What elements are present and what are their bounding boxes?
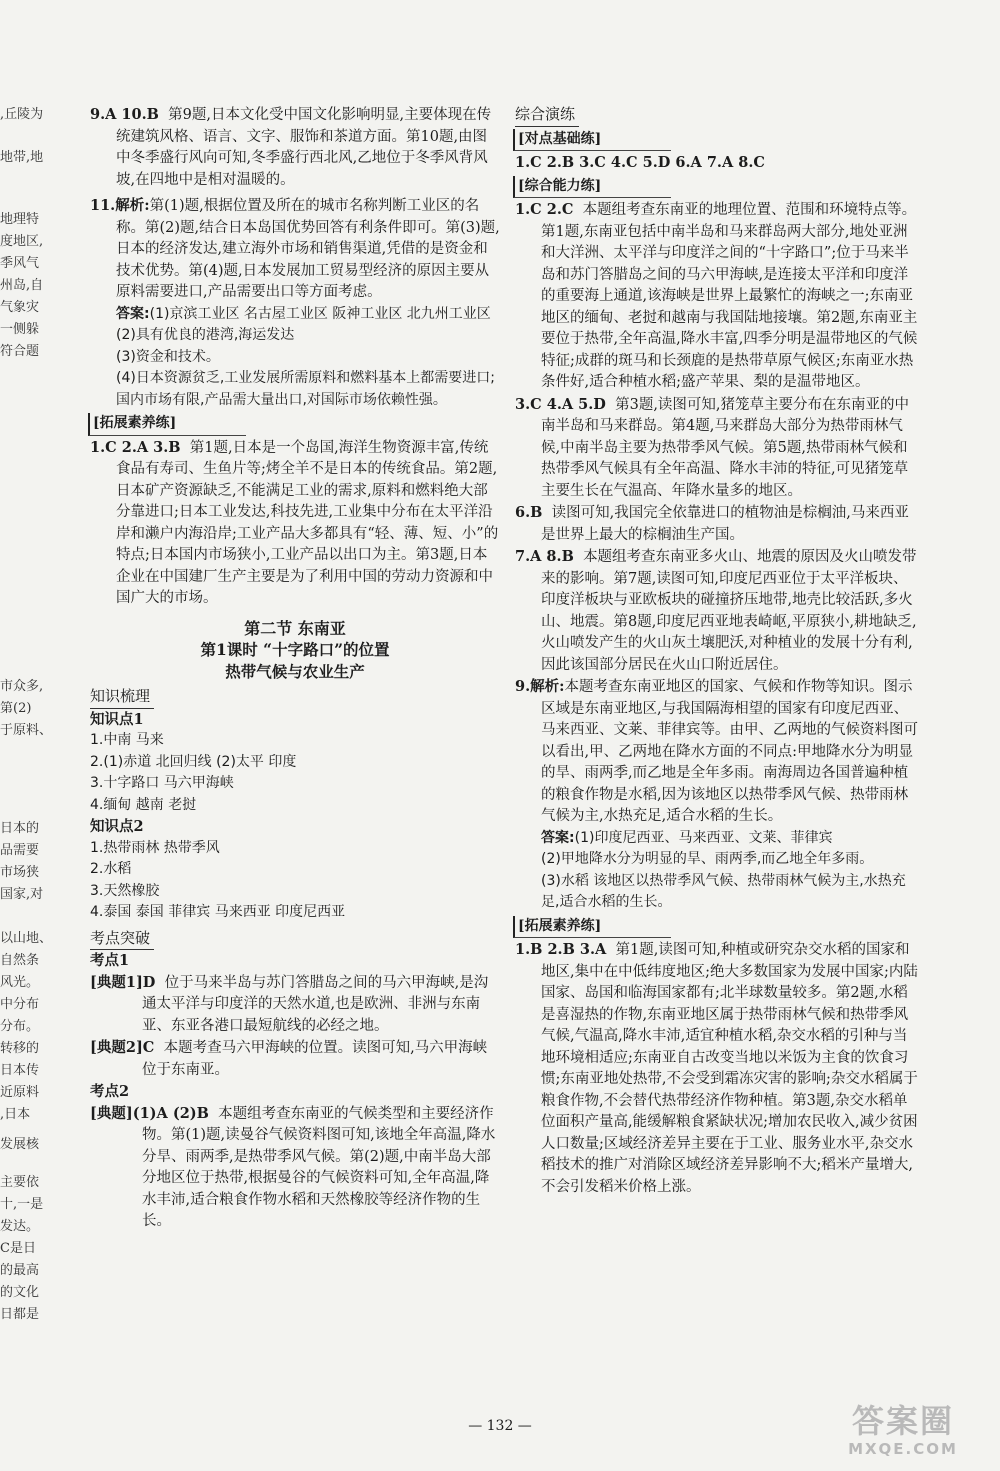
left-fragment: 地理特 (0, 212, 40, 227)
lesson-title-line2: 热带气候与农业生产 (225, 661, 365, 681)
left-fragment: 地带,地 (0, 150, 44, 165)
left-fragment: ,丘陵为 (0, 107, 44, 122)
section-title: 第二节 东南亚 (244, 618, 346, 638)
left-fragment: 气象灾 (0, 300, 40, 315)
extend-practice-heading: [拓展素养练] (88, 413, 246, 436)
left-fragment: 分布。 (0, 1019, 40, 1034)
knowledge-point-2: 知识点2 (90, 818, 144, 835)
watermark-logo: 答案圈 MXQE.COM (848, 1402, 958, 1458)
list-item: 3.天然橡胶 (90, 882, 160, 899)
left-fragment: 度地区, (0, 234, 44, 249)
ability-practice-heading: [综合能力练] (513, 176, 671, 199)
left-fragment: 的文化 (0, 1285, 40, 1300)
left-fragment: C是日 (0, 1241, 36, 1256)
page-number: — 132 — (468, 1418, 532, 1434)
ability-answer-9: 9.解析:本题考查东南亚地区的国家、气候和作物等知识。图示区域是东南亚地区,与我国隔海相望的国家有印度尼西亚、马来西亚、文莱、菲律宾等。由甲、乙两地的气候资料图可以看出,甲、乙两地在降水方面的不同点:甲地降水分为明显的旱、雨两季,而乙地是全年多雨。南海周边各国普遍种植的粮食作物是水稻,因为该地区以热带季风气候、热带雨林气候为主,水热充足,适合水稻的生长。 (515, 678, 918, 824)
extend-answer-1-3: 1.C 2.A 3.B 第1题,日本是一个岛国,海洋生物资源丰富,传统食品有寿司、生鱼片等;烤全羊不是日本的传统食品。第2题,日本矿产资源缺乏,不能满足工业的需求,原料和燃料绝大部分靠进口;日本工业发达,科技先进,工业集中分布在太平洋沿岸和濑户内海沿岸;工业产品大多都具有“轻、薄、短、小”的特点;日本国内市场狭小,工业产品以出口为主。第3题,日本企业在中国建厂生产主要是为了利用中国的劳动力资源和中国广大的市场。 (90, 438, 499, 606)
comprehensive-practice-heading: 综合演练 (515, 104, 579, 127)
answer-9-part2: (2)甲地降水分为明显的旱、雨两季,而乙地全年多雨。 (541, 851, 874, 867)
left-fragment: 国家,对 (0, 887, 44, 902)
left-fragment: 符合题 (0, 344, 40, 359)
left-fragment: 品需要 (0, 843, 40, 858)
left-fragment: 市众多, (0, 679, 44, 694)
exam-point-1: 考点1 (90, 952, 130, 969)
typical-question-2: [典题2]C 本题考查马六甲海峡的位置。读图可知,马六甲海峡位于东南亚。 (90, 1039, 488, 1078)
exam-point-heading: 考点突破 (90, 928, 154, 951)
list-item: 2.(1)赤道 北回归线 (2)太平 印度 (90, 753, 297, 770)
knowledge-review-heading: 知识梳理 (90, 686, 154, 709)
answer-11-key: 答案:(1)京滨工业区 名古屋工业区 阪神工业区 北九州工业区 (116, 305, 491, 322)
ability-answer-3-5: 3.C 4.A 5.D 第3题,读图可知,猪笼草主要分布在东南亚的中南半岛和马来群岛。第4题,马来群岛大部分为热带雨林气候,中南半岛主要为热带季风气候。第5题,热带雨林气候和热带季风气候具有全年高温、降水丰沛的特征,可见猪笼草主要生长在气温高、年降水量多的地区。 (515, 395, 910, 499)
basic-answers: 1.C 2.B 3.C 4.C 5.D 6.A 7.A 8.C (515, 154, 765, 171)
middle-column (90, 104, 500, 1233)
left-fragment: 十,一是 (0, 1197, 44, 1212)
ability-answer-6: 6.B 读图可知,我国完全依靠进口的植物油是棕榈油,马来西亚是世界上最大的棕榈油生产国。 (515, 504, 909, 543)
exam-point-2: 考点2 (90, 1083, 130, 1100)
answer-11: 11.解析:第(1)题,根据位置及所在的城市名称判断工业区的名称。第(2)题,结合日本岛国优势回答有利条件即可。第(3)题,日本的经济发达,建立海外市场和销售渠道,凭借的是资金和技术优势。第(4)题,日本发展加工贸易型经济的原因主要从原料需要进口,产品需要出口等方面考虑。 (90, 197, 500, 300)
answer-11-part2: (2)具有优良的港湾,海运发达 (116, 327, 295, 343)
left-fragment: 日本的 (0, 821, 40, 836)
answer-9-10: 9.A 10.B 第9题,日本文化受中国文化影响明显,主要体现在传统建筑风格、语言、文字、服饰和茶道方面。第10题,由图中冬季盛行风向可知,冬季盛行西北风,乙地位于冬季风背风坡,在四地中是相对温暖的。 (90, 106, 492, 188)
left-fragment: 自然条 (0, 953, 40, 968)
left-fragment: 于原料、 (0, 723, 53, 738)
left-fragment: 州岛,自 (0, 278, 44, 293)
left-fragment: 主要依 (0, 1175, 40, 1190)
list-item: 1.中南 马来 (90, 732, 164, 748)
basic-practice-heading: [对点基础练] (513, 129, 671, 152)
left-fragment: 转移的 (0, 1041, 40, 1056)
left-fragment: 季风气 (0, 256, 40, 271)
left-fragment: 第(2) (0, 701, 32, 716)
left-fragment: 一侧躲 (0, 322, 40, 337)
answer-9-part3: (3)水稻 该地区以热带季风气候、热带雨林气候为主,水热充足,适合水稻的生长。 (541, 872, 906, 910)
knowledge-point-1: 知识点1 (90, 710, 144, 728)
answer-11-part4: (4)日本资源贫乏,工业发展所需原料和燃料基本上都需要进口;国内市场有限,产品需大量出口,对国际市场依赖性强。 (116, 370, 495, 408)
ability-answer-1-2: 1.C 2.C 本题组考查东南亚的地理位置、范围和环境特点等。第1题,东南亚包括中南半岛和马来群岛两大部分,地处亚洲和大洋洲、太平洋与印度洋之间的“十字路口”;位于马来半岛和苏门答腊岛之间的马六甲海峡,是连接太平洋和印度洋的重要海上通道,该海峡是世界上最繁忙的海峡之一;东南亚地区的缅甸、老挝和越南与我国陆地接壤。第2题,东南亚主要位于热带,全年高温,降水丰富,四季分明是温带地区的气候特征;成群的斑马和长颈鹿的是热带草原气候区;东南亚水热条件好,适合种植水稻;盛产苹果、梨的是温带地区。 (515, 201, 918, 390)
list-item: 3.十字路口 马六甲海峡 (90, 775, 234, 791)
list-item: 4.泰国 泰国 菲律宾 马来西亚 印度尼西亚 (90, 904, 346, 920)
lesson-title-line1: 第1课时 “十字路口”的位置 (200, 640, 390, 659)
left-fragment: 近原料 (0, 1085, 40, 1100)
list-item: 2.水稻 (90, 861, 132, 877)
typical-question-3: [典题](1)A (2)B 本题组考查东南亚的气候类型和主要经济作物。第(1)题,读曼谷气候资料图可知,该地全年高温,降水分旱、雨两季,是热带季风气候。第(2)题,中南半岛大部分地区位于热带,根据曼谷的气候资料可知,全年高温,降水丰沛,适合粮食作物水稻和天然橡胶等经济作物的生长。 (90, 1104, 496, 1229)
knowledge-point-1-list (90, 730, 500, 816)
right-column (515, 104, 920, 1198)
left-fragment: ,日本 (0, 1107, 31, 1122)
ability-answer-7-8: 7.A 8.B 本题组考查东南亚多火山、地震的原因及火山喷发带来的影响。第7题,读图可知,印度尼西亚位于太平洋板块、印度洋板块与亚欧板块的碰撞挤压地带,地壳比较活跃,多火山、地震。第8题,印度尼西亚地表崎岖,平原狭小,耕地缺乏,火山喷发产生的火山灰土壤肥沃,对种植业的发展十分有利,因此该国部分居民在火山口附近居住。 (515, 548, 917, 673)
left-fragment: 日都是 (0, 1307, 40, 1322)
list-item: 4.缅甸 越南 老挝 (90, 796, 197, 813)
left-fragment: 风光。 (0, 975, 40, 990)
left-fragment: 市场狭 (0, 865, 40, 880)
extend-practice-heading-right: [拓展素养练] (513, 916, 671, 939)
left-fragment: 以山地、 (0, 931, 53, 946)
left-fragment: 的最高 (0, 1263, 40, 1278)
left-fragment: 日本传 (0, 1063, 40, 1078)
answer-9-key: 答案:(1)印度尼西亚、马来西亚、文莱、菲律宾 (541, 829, 833, 846)
left-fragment: 发展核 (0, 1137, 40, 1152)
knowledge-point-2-list (90, 838, 500, 924)
left-fragment: 中分布 (0, 997, 40, 1012)
extend-answer-right: 1.B 2.B 3.A 第1题,读图可知,种植或研究杂交水稻的国家和地区,集中在中低纬度地区;绝大多数国家为发展中国家;内陆国家、岛国和临海国家都有;北半球数量较多。第2题,水稻是喜湿热的作物,东南亚地区属于热带雨林气候和热带季风气候,气温高,降水丰沛,适宜种植水稻,杂交水稻的引种与当地环境相适应;东南亚自古改变当地以米饭为主食的饮食习惯;东南亚地处热带,不会受到霜冻灾害的影响;杂交水稻属于粮食作物,不会替代热带经济作物种植。第3题,杂交水稻单位面积产量高,能缓解粮食紧缺状况;增加农民收入,减少贫困人口数量;区域经济差异主要在于工业、服务业水平,杂交水稻技术的推广对消除区域经济差异影响不大;稻米产量增大,不会引发稻米价格上涨。 (515, 941, 918, 1195)
answer-11-part3: (3)资金和技术。 (116, 348, 220, 365)
left-fragment: 发达。 (0, 1219, 40, 1234)
list-item: 1.热带雨林 热带季风 (90, 839, 220, 856)
typical-question-1: [典题1]D 位于马来半岛与苏门答腊岛之间的马六甲海峡,是沟通太平洋与印度洋的天然水道,也是欧洲、非洲与东南亚、东亚各港口最短航线的必经之地。 (90, 973, 489, 1034)
